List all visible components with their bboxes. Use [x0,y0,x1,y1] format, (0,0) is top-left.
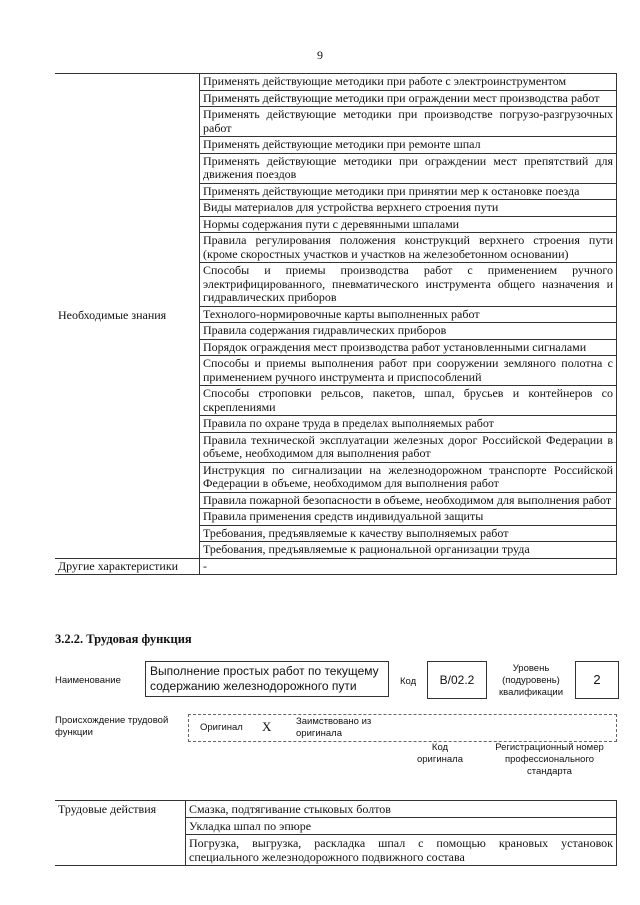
action-item: Укладка шпал по эпюре [186,818,617,835]
knowledge-item: Требования, предъявляемые к рациональной организации труда [200,542,617,559]
knowledge-label: Необходимые знания [55,74,200,559]
section-title: 3.2.2. Трудовая функция [55,632,192,646]
other-row [55,558,617,575]
knowledge-item: Применять действующие методики при ограждении мест препятствий для движения поездов [200,153,617,183]
function-code-value: В/02.2 [427,661,487,699]
other-value: - [200,558,617,575]
knowledge-item: Применять действующие методики при работе с электроинструментом [200,74,617,91]
origin-box [188,714,617,742]
page-number: 9 [317,48,323,62]
function-name-value: Выполнение простых работ по текущему содержанию железнодорожного пути [145,661,389,697]
knowledge-item: Способы строповки рельсов, пакетов, шпал, брусьев и контейнеров со скреплениями [200,386,617,416]
actions-label: Трудовые действия [55,801,186,866]
knowledge-item: Правила технической эксплуатации железных дорог Российской Федерации в объеме, необходимом для выполнения работ [200,432,617,462]
borrowed-label: Заимствовано из оригинала [296,716,372,739]
knowledge-item: Правила применения средств индивидуальной защиты [200,509,617,526]
knowledge-item: Правила содержания гидравлических приборов [200,323,617,340]
code-label: Код [400,676,417,687]
original-mark: X [262,719,272,734]
name-label: Наименование [55,675,121,686]
knowledge-item: Способы и приемы выполнения работ при сооружении земляного полотна с применением ручного инструмента и приспособлений [200,356,617,386]
other-label: Другие характеристики [55,558,200,575]
knowledge-item: Виды материалов для устройства верхнего строения пути [200,200,617,217]
actions-table [55,800,617,866]
knowledge-item: Инструкция по сигнализации на железнодорожном транспорте Российской Федерации в объеме, необходимом для выполнения работ [200,462,617,492]
code-original-label: Код оригинала [416,742,463,765]
knowledge-table [55,73,617,575]
knowledge-item: Применять действующие методики при принятии мер к остановке поезда [200,183,617,200]
knowledge-item: Способы и приемы производства работ с применением ручного электрифицированного, пневматического инструмента общего назначения и гидравлических приборов [200,263,617,307]
knowledge-item: Применять действующие методики при производстве погрузо-разгрузочных работ [200,107,617,137]
action-item: Погрузка, выгрузка, раскладка шпал с помощью крановых установок специального железнодорожного подвижного состава [186,835,617,866]
knowledge-row [55,74,617,91]
knowledge-item: Нормы содержания пути с деревянными шпалами [200,216,617,233]
origin-label: Происхождение трудовой функции [55,715,169,738]
action-row [55,801,617,818]
knowledge-item: Технолого-нормировочные карты выполненных работ [200,306,617,323]
action-item: Смазка, подтягивание стыковых болтов [186,801,617,818]
knowledge-item: Требования, предъявляемые к качеству выполняемых работ [200,525,617,542]
original-label: Оригинал [200,722,243,733]
knowledge-item: Порядок ограждения мест производства работ установленными сигналами [200,339,617,356]
knowledge-item: Применять действующие методики при ограждении мест производства работ [200,90,617,107]
reg-number-label: Регистрационный номер профессионального стандарта [495,742,604,777]
knowledge-item: Правила по охране труда в пределах выполняемых работ [200,416,617,433]
knowledge-item: Правила регулирования положения конструкций верхнего строения пути (кроме скоростных участков и участков на железобетонном основании) [200,233,617,263]
level-value: 2 [575,661,619,699]
level-label: Уровень (подуровень) квалификации [498,663,564,698]
knowledge-item: Правила пожарной безопасности в объеме, необходимом для выполнения работ [200,492,617,509]
knowledge-item: Применять действующие методики при ремонте шпал [200,137,617,154]
